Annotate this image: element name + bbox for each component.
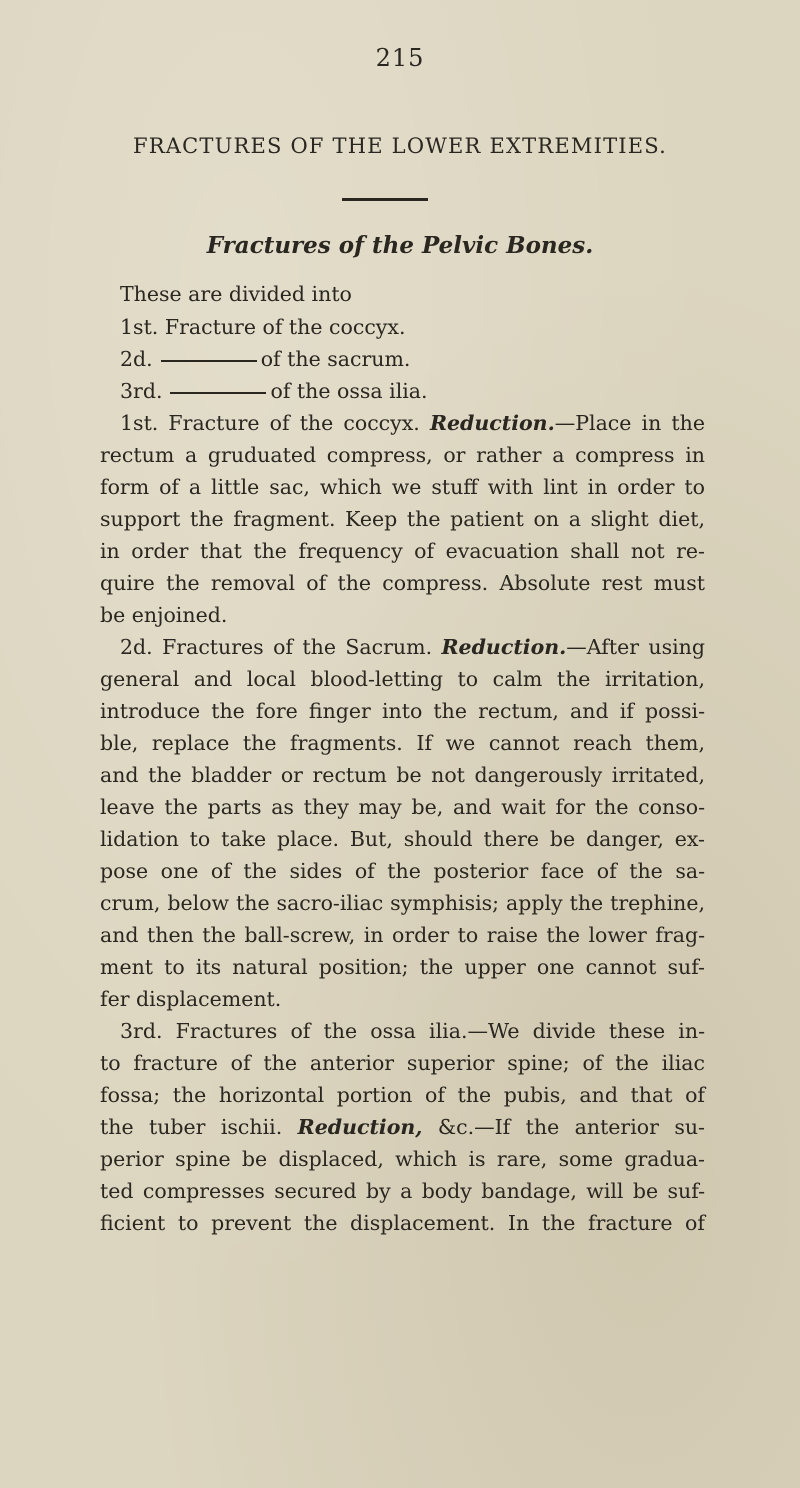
para3-text: the tuber ischii.	[100, 1115, 283, 1139]
ditto-dash	[170, 392, 266, 394]
list-text: of the sacrum.	[260, 347, 411, 371]
para3-reduction: Reduction,	[297, 1115, 423, 1139]
para3-line-2: to fracture of the anterior superior spine; of the iliac	[100, 1051, 705, 1075]
para3-line-4	[100, 1115, 705, 1139]
para2-line-11: ment to its natural position; the upper one cannot suf-	[100, 955, 705, 979]
para1-line-5: in order that the frequency of evacuation shall not re-	[100, 539, 705, 563]
para1-line-1	[120, 411, 705, 435]
para2-line-5: and the bladder or rectum be not dangerously irritated,	[100, 763, 705, 787]
para2-line-8: pose one of the sides of the posterior face of the sa-	[100, 859, 705, 883]
para1-line-7: be enjoined.	[100, 603, 228, 627]
list-item-2	[120, 347, 410, 371]
para1-text: —Place in the	[554, 411, 705, 435]
list-item-1	[120, 315, 405, 339]
section-title: Fractures of the Pelvic Bones.	[206, 232, 594, 259]
para2-line-10: and then the ball-screw, in order to raise the lower frag-	[100, 923, 705, 947]
para2-text: —After using	[566, 635, 705, 659]
running-title: FRACTURES OF THE LOWER EXTREMITIES.	[132, 134, 668, 158]
para3-line-7: ficient to prevent the displacement. In the fracture of	[100, 1211, 705, 1235]
para3-line-3: fossa; the horizontal portion of the pubis, and that of	[100, 1083, 705, 1107]
para1-line-4: support the fragment. Keep the patient on a slight diet,	[100, 507, 705, 531]
page-number: 215	[375, 44, 425, 72]
para2-lead: 2d. Fractures of the Sacrum.	[120, 635, 433, 659]
para2-reduction: Reduction.	[441, 635, 567, 659]
para2-line-6: leave the parts as they may be, and wait for the conso-	[100, 795, 705, 819]
para1-line-2: rectum a gruduated compress, or rather a compress in	[100, 443, 705, 467]
para1-line-6: quire the removal of the compress. Absolute rest must	[100, 571, 705, 595]
para2-line-3: introduce the fore finger into the rectum, and if possi-	[100, 699, 705, 723]
list-num: 2d.	[120, 347, 153, 371]
list-num: 1st.	[120, 315, 159, 339]
para1-line-3: form of a little sac, which we stuff with lint in order to	[100, 475, 705, 499]
para2-line-4: ble, replace the fragments. If we cannot reach them,	[100, 731, 705, 755]
list-item-3	[120, 379, 428, 403]
ditto-dash	[161, 360, 257, 362]
list-text: of the ossa ilia.	[270, 379, 428, 403]
para2-line-2: general and local blood-letting to calm the irritation,	[100, 667, 705, 691]
intro-line: These are divided into	[120, 282, 352, 306]
para2-line-7: lidation to take place. But, should there be danger, ex-	[100, 827, 705, 851]
para1-lead: 1st. Fracture of the coccyx.	[120, 411, 420, 435]
para3-line-6: ted compresses secured by a body bandage, will be suf-	[100, 1179, 705, 1203]
para3-line-5: perior spine be displaced, which is rare, some gradua-	[100, 1147, 705, 1171]
para2-line-1	[120, 635, 705, 659]
list-text: Fracture of the coccyx.	[164, 315, 406, 339]
list-num: 3rd.	[120, 379, 163, 403]
para3-text: &c.—If the anterior su-	[437, 1115, 705, 1139]
para1-reduction: Reduction.	[429, 411, 555, 435]
para2-line-9: crum, below the sacro-iliac symphisis; apply the trephine,	[100, 891, 705, 915]
title-divider	[342, 198, 428, 201]
para3-line-1: 3rd. Fractures of the ossa ilia.—We divide these in-	[120, 1019, 705, 1043]
para2-line-12: fer displacement.	[100, 987, 282, 1011]
